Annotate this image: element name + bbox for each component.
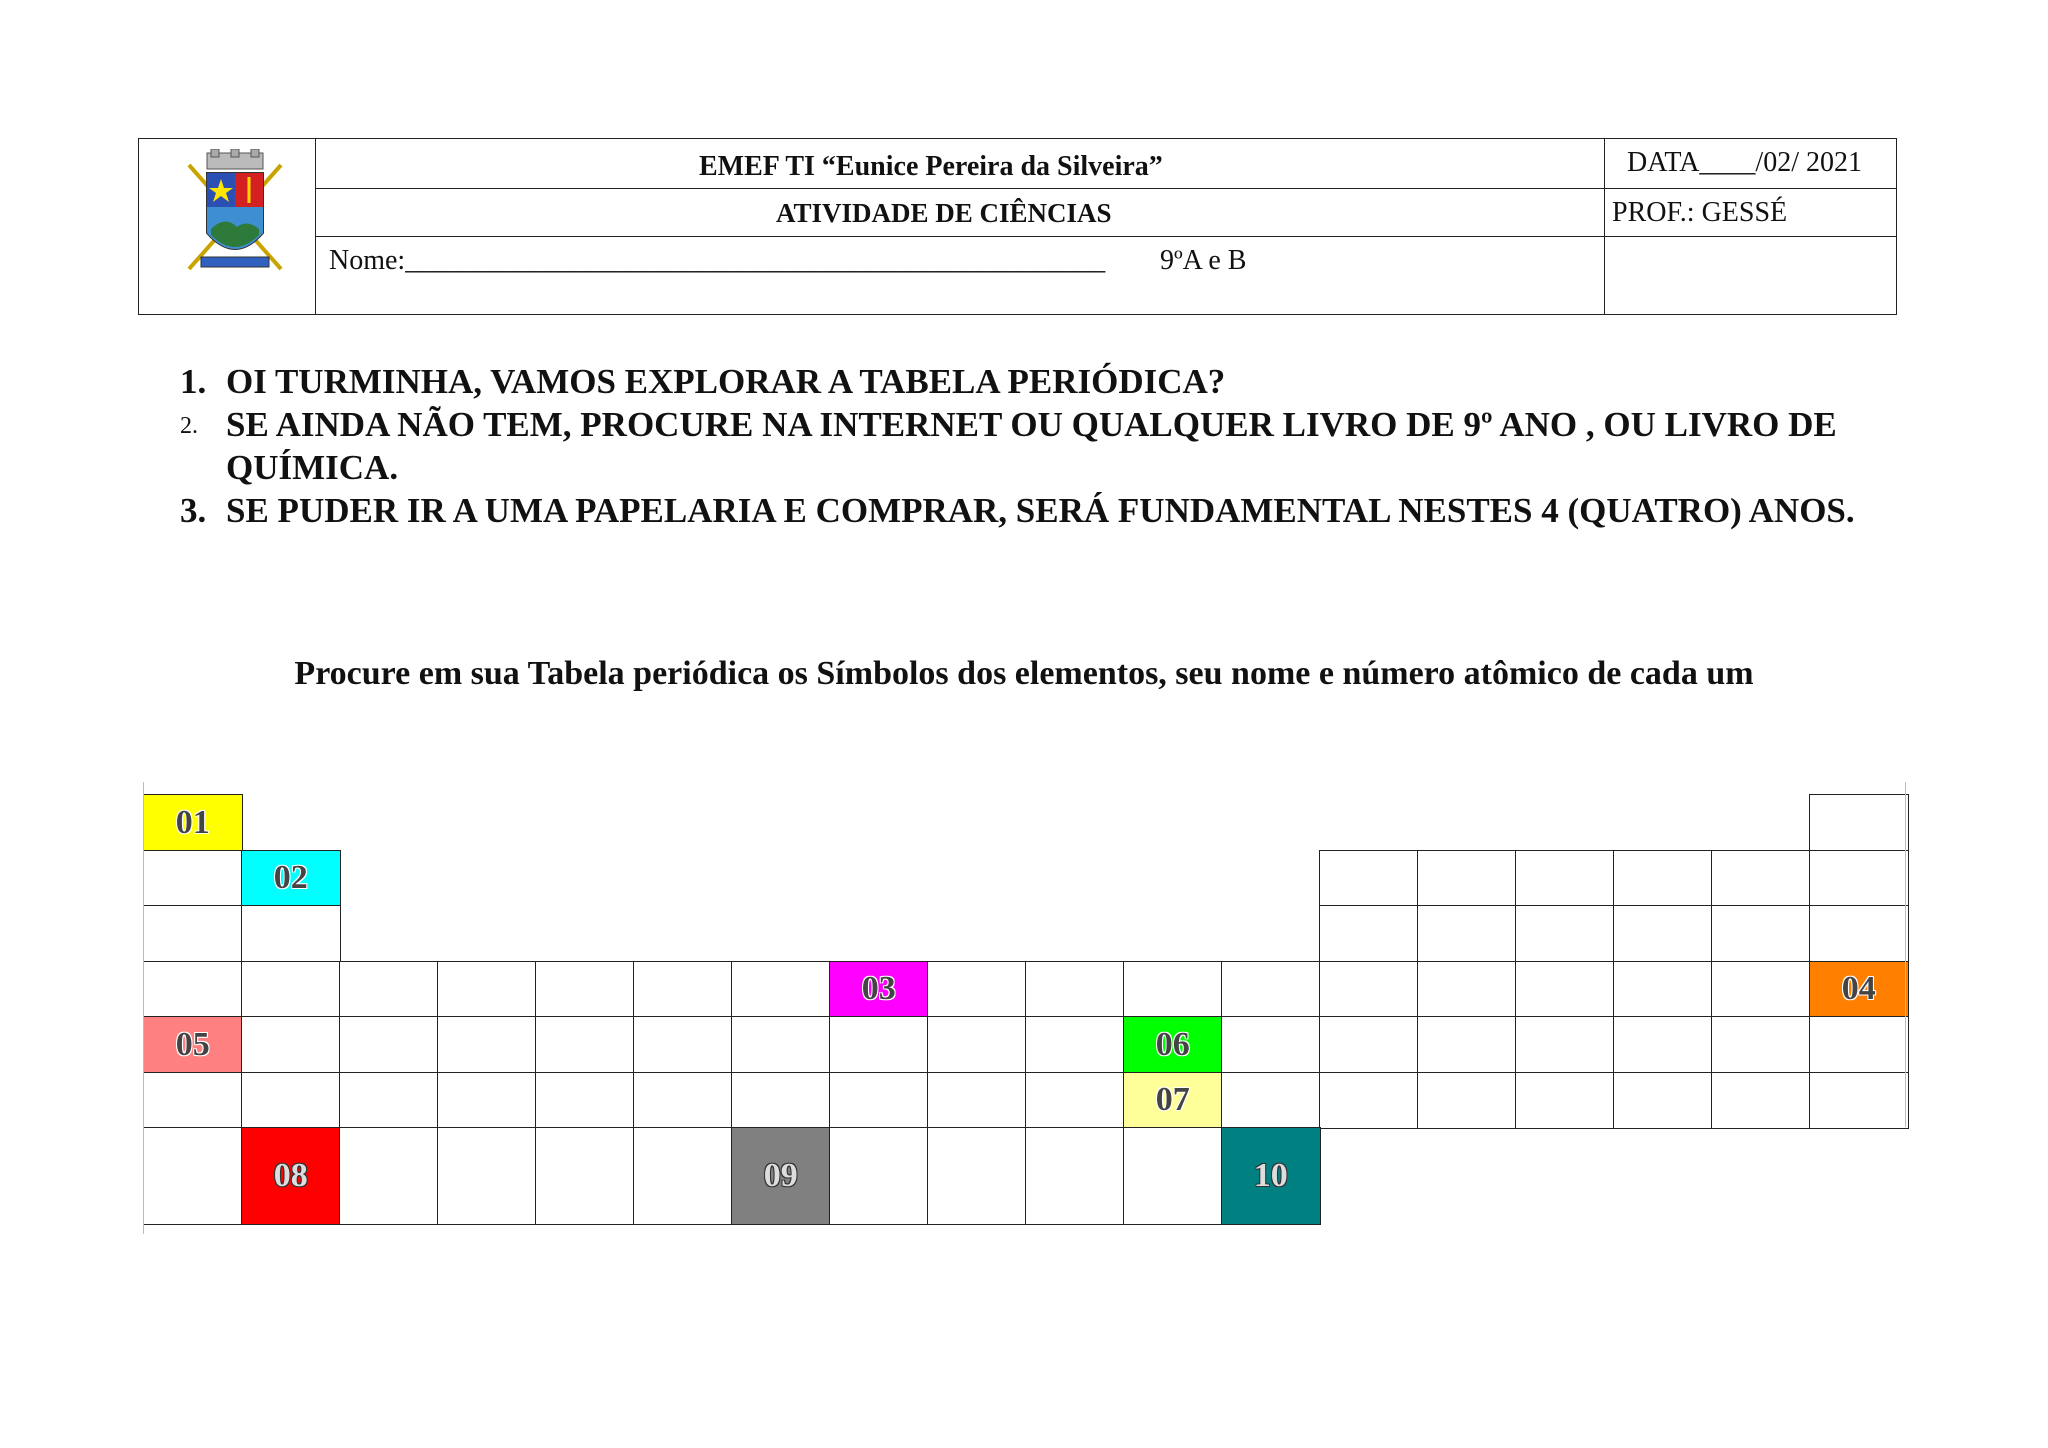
divider (1604, 139, 1605, 314)
divider (315, 139, 316, 314)
table-cell[interactable] (1711, 1072, 1811, 1129)
highlighted-cell[interactable]: 10 (1221, 1127, 1321, 1225)
table-cell[interactable] (633, 1072, 733, 1129)
table-cell[interactable] (633, 961, 733, 1018)
table-cell[interactable] (1809, 794, 1909, 851)
table-cell[interactable] (1613, 1072, 1713, 1129)
table-cell[interactable] (1613, 850, 1713, 907)
table-cell[interactable] (143, 905, 243, 962)
table-cell[interactable] (143, 850, 243, 907)
table-cell[interactable] (241, 1016, 341, 1073)
item-text: OI TURMINHA, VAMOS EXPLORAR A TABELA PERIÓDICA? (226, 362, 1226, 401)
table-cell[interactable] (927, 961, 1027, 1018)
highlighted-cell[interactable]: 02 (241, 850, 341, 907)
highlighted-cell[interactable]: 07 (1123, 1072, 1223, 1129)
table-cell[interactable] (1319, 850, 1419, 907)
table-cell[interactable] (437, 1127, 537, 1225)
table-cell[interactable] (829, 1127, 929, 1225)
table-cell[interactable] (241, 961, 341, 1018)
table-cell[interactable] (143, 1127, 243, 1225)
date-field[interactable]: DATA____/02/ 2021 (1627, 147, 1862, 178)
highlighted-cell[interactable]: 05 (143, 1016, 243, 1073)
table-cell[interactable] (1123, 961, 1223, 1018)
item-number: 1. (180, 362, 207, 401)
highlighted-cell[interactable]: 03 (829, 961, 929, 1018)
item-text: SE AINDA NÃO TEM, PROCURE NA INTERNET OU QUALQUER LIVRO DE 9º ANO , OU LIVRO DE QUÍMICA. (226, 405, 1837, 487)
table-cell[interactable] (1417, 1016, 1517, 1073)
table-cell[interactable] (1221, 961, 1321, 1018)
instruction-list (180, 360, 1920, 532)
class-label: 9ºA e B (1160, 245, 1247, 276)
table-cell[interactable] (1613, 961, 1713, 1018)
table-cell[interactable] (1711, 961, 1811, 1018)
item-text: SE PUDER IR A UMA PAPELARIA E COMPRAR, SERÁ FUNDAMENTAL NESTES 4 (QUATRO) ANOS. (226, 491, 1855, 530)
table-cell[interactable] (829, 1016, 929, 1073)
table-cell[interactable] (339, 1016, 439, 1073)
table-cell[interactable] (1613, 905, 1713, 962)
table-cell[interactable] (1319, 961, 1419, 1018)
table-cell[interactable] (535, 1072, 635, 1129)
table-cell[interactable] (437, 961, 537, 1018)
table-cell[interactable] (1025, 1016, 1125, 1073)
table-cell[interactable] (1711, 850, 1811, 907)
table-cell[interactable] (143, 1072, 243, 1129)
table-cell[interactable] (1319, 1016, 1419, 1073)
table-cell[interactable] (1221, 1072, 1321, 1129)
table-cell[interactable] (535, 961, 635, 1018)
table-cell[interactable] (437, 1016, 537, 1073)
table-cell[interactable] (1711, 1016, 1811, 1073)
activity-title: ATIVIDADE DE CIÊNCIAS (776, 198, 1112, 228)
table-cell[interactable] (1417, 961, 1517, 1018)
highlighted-cell[interactable]: 08 (241, 1127, 341, 1225)
table-cell[interactable] (1123, 1127, 1223, 1225)
highlighted-cell[interactable]: 06 (1123, 1016, 1223, 1073)
list-item (180, 489, 1920, 532)
table-cell[interactable] (731, 1072, 831, 1129)
task-subtitle: Procure em sua Tabela periódica os Símbolos dos elementos, seu nome e número atômico de cada um (294, 655, 1754, 692)
table-cell[interactable] (1417, 905, 1517, 962)
table-cell[interactable] (731, 961, 831, 1018)
highlighted-cell[interactable]: 01 (143, 794, 243, 851)
table-cell[interactable] (339, 1072, 439, 1129)
table-cell[interactable] (1711, 905, 1811, 962)
table-cell[interactable] (829, 1072, 929, 1129)
list-item (180, 403, 1920, 489)
table-cell[interactable] (1515, 850, 1615, 907)
table-cell[interactable] (1809, 1072, 1909, 1129)
table-cell[interactable] (241, 1072, 341, 1129)
header-table (138, 138, 1897, 315)
table-cell[interactable] (339, 1127, 439, 1225)
highlighted-cell[interactable]: 09 (731, 1127, 831, 1225)
table-cell[interactable] (927, 1127, 1027, 1225)
table-cell[interactable] (1025, 1072, 1125, 1129)
table-cell[interactable] (1025, 1127, 1125, 1225)
table-cell[interactable] (633, 1016, 733, 1073)
table-cell[interactable] (1515, 905, 1615, 962)
table-cell[interactable] (437, 1072, 537, 1129)
table-cell[interactable] (1515, 961, 1615, 1018)
item-number: 2. (180, 413, 198, 439)
table-cell[interactable] (1025, 961, 1125, 1018)
school-name: EMEF TI “Eunice Pereira da Silveira” (699, 151, 1163, 182)
divider (315, 236, 1896, 237)
table-cell[interactable] (927, 1072, 1027, 1129)
table-cell[interactable] (1809, 1016, 1909, 1073)
table-cell[interactable] (1417, 850, 1517, 907)
highlighted-cell[interactable]: 04 (1809, 961, 1909, 1018)
table-cell[interactable] (535, 1016, 635, 1073)
table-cell[interactable] (731, 1016, 831, 1073)
name-field[interactable]: Nome:__________________________________________________ (329, 245, 1106, 276)
table-cell[interactable] (1809, 850, 1909, 907)
table-cell[interactable] (1515, 1072, 1615, 1129)
table-cell[interactable] (143, 961, 243, 1018)
item-number: 3. (180, 491, 207, 530)
table-cell[interactable] (1613, 1016, 1713, 1073)
table-cell[interactable] (339, 961, 439, 1018)
table-cell[interactable] (1221, 1016, 1321, 1073)
table-cell[interactable] (1809, 905, 1909, 962)
table-cell[interactable] (1319, 1072, 1419, 1129)
table-cell[interactable] (535, 1127, 635, 1225)
divider (315, 188, 1896, 189)
table-cell[interactable] (241, 905, 341, 962)
table-cell[interactable] (1319, 905, 1419, 962)
city-coat-of-arms-logo (185, 149, 285, 277)
table-cell[interactable] (1417, 1072, 1517, 1129)
list-item (180, 360, 1920, 403)
table-cell[interactable] (1515, 1016, 1615, 1073)
table-cell[interactable] (633, 1127, 733, 1225)
table-cell[interactable] (927, 1016, 1027, 1073)
teacher-label: PROF.: GESSÉ (1612, 197, 1788, 228)
